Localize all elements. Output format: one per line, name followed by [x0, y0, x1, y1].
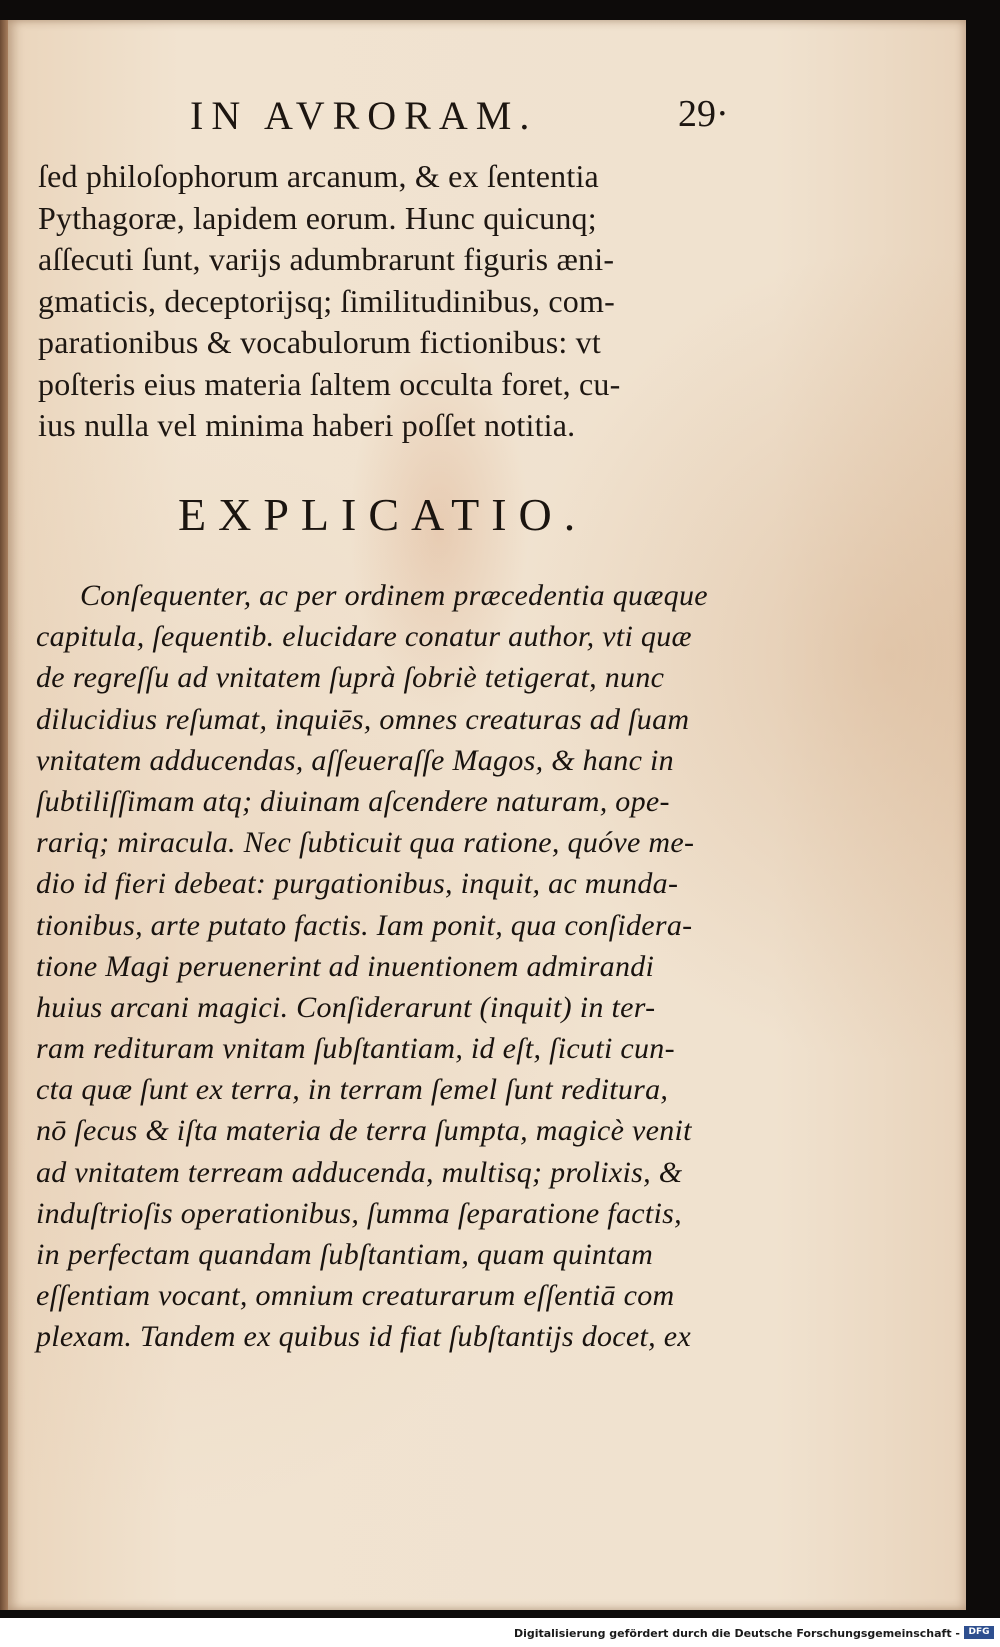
text-line: ſubtiliſſimam atq; diuinam aſcendere naturam, ope-: [36, 784, 670, 818]
text-line: vnitatem adducendas, aſſeueraſſe Magos, & hanc in: [36, 743, 674, 777]
text-line: tionibus, arte putato factis. Iam ponit, qua conſidera-: [36, 908, 693, 942]
text-line: aſſecuti ſunt, varijs adumbrarunt figuris æni-: [38, 241, 615, 277]
text-line: poſteris eius materia ſaltem occulta foret, cu-: [38, 365, 621, 402]
text-line: gmaticis, deceptorijsq; ſimilitudinibus, com-: [38, 282, 615, 319]
italic-commentary-block: [36, 575, 736, 1358]
text-line: ad vnitatem terream adducenda, multisq; prolixis, &: [36, 1155, 683, 1189]
dfg-logo: DFG: [964, 1626, 994, 1639]
text-line: ram redituram vnitam ſubſtantiam, id eſt, ſicuti cun-: [36, 1032, 675, 1066]
text-line: ius nulla vel minima haberi poſſet notitia.: [38, 407, 576, 443]
digitization-footer: [0, 1618, 1000, 1647]
running-head: IN AVRORAM.: [190, 93, 538, 138]
text-line: cta quæ ſunt ex terra, in terram ſemel ſunt reditura,: [36, 1073, 669, 1107]
text-line: induſtrioſis operationibus, ſumma ſeparatione factis,: [36, 1196, 682, 1230]
roman-text-block: [38, 156, 738, 447]
text-line: in perfectam quandam ſubſtantiam, quam quintam: [36, 1238, 654, 1271]
text-line: de regreſſu ad vnitatem ſuprà ſobriè tetigerat, nunc: [36, 661, 665, 695]
text-line: Pythagoræ, lapidem eorum. Hunc quicunq;: [38, 199, 597, 236]
section-heading: EXPLICATIO.: [178, 489, 588, 540]
text-line: nō ſecus & iſta materia de terra ſumpta, magicè venit: [36, 1114, 692, 1148]
text-line: huius arcani magici. Conſiderarunt (inquit) in ter-: [36, 990, 656, 1024]
funding-note: Digitalisierung gefördert durch die Deutsche Forschungsgemeinschaft -: [513, 1627, 960, 1640]
text-line: dio id fieri debeat: purgationibus, inquit, ac munda-: [36, 867, 679, 901]
text-line: tione Magi peruenerint ad inuentionem admirandi: [36, 949, 655, 983]
text-line: ſed philoſophorum arcanum, & ex ſententia: [38, 158, 599, 194]
text-line: parationibus & vocabulorum fictionibus: vt: [38, 324, 601, 360]
text-line: eſſentiam vocant, omnium creaturarum eſſentiā com: [36, 1279, 675, 1313]
text-line: rariq; miracula. Nec ſubticuit qua ratione, quóve me-: [36, 826, 695, 860]
page-number: 29·: [678, 93, 729, 135]
text-line: Conſequenter, ac per ordinem præcedentia quæque: [80, 579, 708, 612]
text-line: dilucidius reſumat, inquiēs, omnes creaturas ad ſuam: [36, 702, 690, 736]
page-header: [0, 92, 1000, 152]
text-line: capitula, ſequentib. elucidare conatur author, vti quæ: [36, 620, 692, 654]
text-line: plexam. Tandem ex quibus id fiat ſubſtantijs docet, ex: [36, 1320, 692, 1354]
